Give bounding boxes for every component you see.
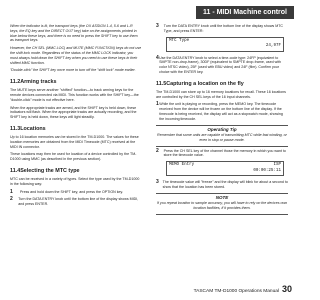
step-text: Use the DATA ENTRY knob to select a time-code type: 24FP (equivalent to SMPTE non-drop-frame), 30DF (equivalent to SMPTE drop-frame, used with color NTSC video), 25F (used with EBU video) and 24F (film). Confirm your choice with the ENTER key. <box>159 55 281 74</box>
intro-paragraph-2: However, the CH SEL (MMC LOC) and MUTE (MMC FUNCTION) keys do not use the shift lock mode. Regardless of the status of the MMC LOCK indicator, you must always hold down the SHIFT key when you need to use these keys in their shifted MMC function. <box>10 46 142 65</box>
step-number: 2 <box>156 147 159 154</box>
step-number: 3 <box>156 23 159 29</box>
capture-paragraph: The TM-D1000 can store up to 16 memory locations for recall. These 16 locations are controlled by the CH SEL keys of the 16 input channels. <box>156 89 286 99</box>
page-number: 30 <box>281 284 292 294</box>
note-text: If you repeat location to sample accuracy, you will have to rely on the devices own location facilities, if it provides them. <box>156 201 288 211</box>
mtc-type-paragraph: MTC can be received in a variety of types. Select the type used by the TM-D1000 in the following way: <box>10 176 140 186</box>
lcd-label: MEMO Entry <box>169 163 195 168</box>
section-heading-locations: 11.3Locations <box>10 125 46 132</box>
locations-paragraph-2: These locations may then be used for location of a device controlled by the TM-D1000 using MMC (as described in the previous section). <box>10 152 137 162</box>
right-column <box>156 24 288 217</box>
manual-title: TASCAM TM-D1000 Operations Manual <box>193 289 279 294</box>
step-text: The timecode value will "freeze" and the display will blink for about a second to show that the location has been stored. <box>162 180 288 189</box>
lcd-display-mtc-type <box>166 37 284 52</box>
step-text: Press and hold down the SHIFT key, and press the OPTION key. <box>20 189 124 194</box>
step-text: While the unit is playing or recording, press the MEMO key. The timecode received from the device will be frozen on the bottom line of the display. If the timecode is being received, the display will act as a stopwatch mode, showing the incoming timecode. <box>159 102 283 121</box>
step-text: Turn the DATA ENTRY knob until the bottom line of the display shows MTC Type, and press ENTER: <box>163 24 284 33</box>
mtc-step-2 <box>10 197 142 207</box>
note-bottom-rule <box>156 214 288 215</box>
capture-step-2 <box>156 149 288 159</box>
lcd-timecode: 00:00:25:11 <box>253 168 281 173</box>
step-number: 3 <box>156 179 159 186</box>
capture-step-3 <box>156 180 288 190</box>
note-label: NOTE <box>215 195 229 201</box>
step-text: Turn the DATA ENTRY knob until the bottom line of the display shows MIDI, and press ENTER. <box>18 197 139 207</box>
mtc-step-4 <box>156 56 288 75</box>
page-footer <box>194 284 292 294</box>
step-number: 2 <box>10 196 13 203</box>
step-number: 1 <box>10 188 13 195</box>
lcd-display-memo-entry <box>166 161 284 176</box>
step-number: 4 <box>156 54 159 61</box>
locations-paragraph: Up to 16 location memories can be stored in the TM-D1000. The values for these location memories are obtained from the MIDI Timecode (MTC) received at the MIDI IN connector. <box>10 134 139 149</box>
intro-paragraph: When the indicator is lit, the transport keys (the OX ASSIGN 1-4, 5-6 and L-R keys, the EQ key and the DIRECT OUT key) take on the assignments printed in blue below these keys, and there is no need to press the SHIFT key to use them as transport keys. <box>10 24 138 43</box>
step-number: 1 <box>156 101 159 108</box>
tip-bottom-rule <box>156 146 288 147</box>
step-text: Press the CH SEL key of the channel those the memory in which you want to store the timecode value. <box>163 148 286 158</box>
mtc-step-3 <box>156 24 288 34</box>
chapter-title: 11 - MIDI Machine control <box>202 9 287 16</box>
lcd-value: 24,97F <box>265 44 281 49</box>
operating-tip-text: Remember that some units are capable of transmitting MTC while fast winding, or even in stop or pause mode. <box>157 133 287 143</box>
lcd-label: MTC Type <box>169 38 190 43</box>
section-heading-mtc-type: 11.4Selecting the MTC type <box>10 167 80 174</box>
operating-tip-label: Operating Tip <box>207 127 237 133</box>
capture-step-1 <box>156 102 288 121</box>
arming-paragraph-2: When the appropriate tracks are armed, and the SHIFT key is held down, these indicators will flash. When the appropriate tracks are actually recording, and the SHIFT key is held down, these keys will light steadily. <box>10 105 137 120</box>
chapter-header <box>196 6 294 19</box>
note-top-rule <box>156 193 288 194</box>
intro-paragraph-3: "Double-click" the SHIFT key once more to turn off the "shift lock" mode earlier. <box>10 68 136 73</box>
lcd-value: ISP <box>273 163 281 168</box>
tip-top-rule <box>156 125 288 126</box>
section-heading-capture: 11.5Capturing a location on the fly <box>156 80 244 87</box>
left-column <box>10 24 142 210</box>
section-heading-arming: 11.2Arming tracks <box>10 79 57 86</box>
arming-paragraph: The MUTE keys serve another "shifted" function—to track arming keys for the remote devices connected via MIDI. This function works with the SHIFT key—the "double-click" mode is not effective here. <box>10 88 139 102</box>
mtc-step-1 <box>10 190 142 195</box>
